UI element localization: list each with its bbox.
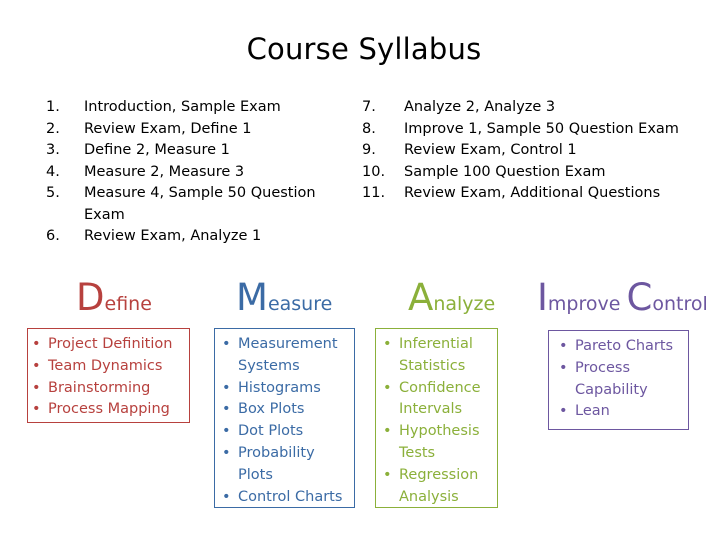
item-text: Review Exam, Control 1	[404, 142, 577, 158]
syllabus-item	[46, 119, 346, 141]
phase-initial: C	[626, 276, 653, 319]
bullet-icon: •	[32, 379, 41, 396]
item-number: 9.	[362, 142, 376, 158]
phase-heading-measure	[236, 276, 332, 319]
list-item: • Histograms	[222, 378, 350, 400]
syllabus-item	[46, 140, 346, 162]
phase-rest: efine	[104, 293, 152, 315]
bullet-icon: •	[222, 336, 231, 352]
item-number: 2.	[46, 120, 60, 137]
phase-rest: ontrol	[652, 293, 708, 315]
item-text: Improve 1, Sample 50 Question Exam	[404, 120, 679, 137]
list-item: • Measurement Systems	[222, 334, 350, 378]
list-item: • Regression Analysis	[383, 465, 493, 509]
item-number: 1.	[46, 99, 60, 115]
item-text: Sample 100 Question Exam	[404, 163, 606, 180]
phase-rest: nalyze	[433, 293, 496, 315]
item-text: Define 2, Measure 1	[84, 142, 230, 158]
list-item: • Team Dynamics	[32, 356, 185, 378]
measure-topics-box	[214, 328, 355, 508]
bullet-icon: •	[559, 359, 568, 376]
item-number: 5.	[46, 185, 60, 201]
list-item: • Lean	[559, 401, 684, 423]
bullet-icon: •	[32, 401, 41, 418]
phase-rest: mprove	[547, 293, 627, 315]
bullet-icon: •	[222, 423, 231, 440]
bullet-icon: •	[383, 423, 392, 440]
analyze-topics-box	[375, 328, 498, 508]
phase-initial: D	[76, 276, 105, 319]
list-item: • Confidence Intervals	[383, 378, 493, 422]
item-text: Introduction, Sample Exam	[84, 99, 281, 115]
list-item: • Box Plots	[222, 399, 350, 421]
list-item: • Hypothesis Tests	[383, 421, 493, 465]
syllabus-list-right	[362, 97, 722, 205]
list-item: • Dot Plots	[222, 421, 350, 443]
syllabus-item	[362, 119, 722, 141]
syllabus-item	[46, 97, 346, 119]
item-number: 10.	[362, 163, 386, 180]
bullet-icon: •	[559, 403, 568, 420]
item-number: 4.	[46, 163, 60, 180]
item-number: 11.	[362, 185, 386, 201]
list-item: • Project Definition	[32, 334, 185, 356]
bullet-icon: •	[383, 466, 392, 483]
item-text: Analyze 2, Analyze 3	[404, 99, 556, 115]
syllabus-item	[362, 97, 722, 119]
bullet-icon: •	[32, 336, 41, 352]
bullet-icon: •	[222, 488, 231, 505]
syllabus-item	[46, 226, 346, 248]
phase-heading-analyze	[408, 276, 495, 319]
item-number: 6.	[46, 228, 60, 244]
bullet-icon: •	[559, 338, 568, 354]
bullet-icon: •	[383, 336, 392, 352]
syllabus-item	[362, 140, 722, 162]
bullet-icon: •	[222, 444, 231, 461]
list-item: • Probability Plots	[222, 443, 350, 487]
item-text: Measure 4, Sample 50 Question Exam	[84, 185, 316, 223]
list-item: • Control Charts	[222, 487, 350, 509]
phase-heading-improve-control	[537, 276, 708, 319]
phase-initial: I	[537, 276, 548, 319]
item-number: 8.	[362, 120, 376, 137]
phase-initial: A	[408, 276, 434, 319]
syllabus-item	[46, 162, 346, 184]
item-text: Review Exam, Analyze 1	[84, 228, 262, 244]
list-item: • Pareto Charts	[559, 336, 684, 358]
list-item: • Brainstorming	[32, 378, 185, 400]
improve-control-topics-box	[548, 330, 689, 430]
phase-initial: M	[236, 276, 268, 319]
syllabus-list-left	[46, 97, 346, 248]
item-text: Measure 2, Measure 3	[84, 163, 245, 180]
list-item: • Process Capability	[559, 358, 684, 402]
syllabus-item	[362, 183, 722, 205]
item-text: Review Exam, Additional Questions	[404, 185, 661, 201]
item-number: 7.	[362, 99, 376, 115]
syllabus-item	[362, 162, 722, 184]
bullet-icon: •	[222, 401, 231, 418]
syllabus-item	[46, 183, 346, 226]
list-item: • Process Mapping	[32, 399, 185, 421]
bullet-icon: •	[222, 379, 231, 396]
item-number: 3.	[46, 142, 60, 158]
define-topics-box	[27, 328, 190, 423]
slide-title: Course Syllabus	[246, 32, 482, 66]
bullet-icon: •	[383, 379, 392, 396]
list-item: • Inferential Statistics	[383, 334, 493, 378]
bullet-icon: •	[32, 357, 41, 374]
item-text: Review Exam, Define 1	[84, 120, 252, 137]
phase-rest: easure	[267, 293, 333, 315]
phase-heading-define	[76, 276, 152, 319]
